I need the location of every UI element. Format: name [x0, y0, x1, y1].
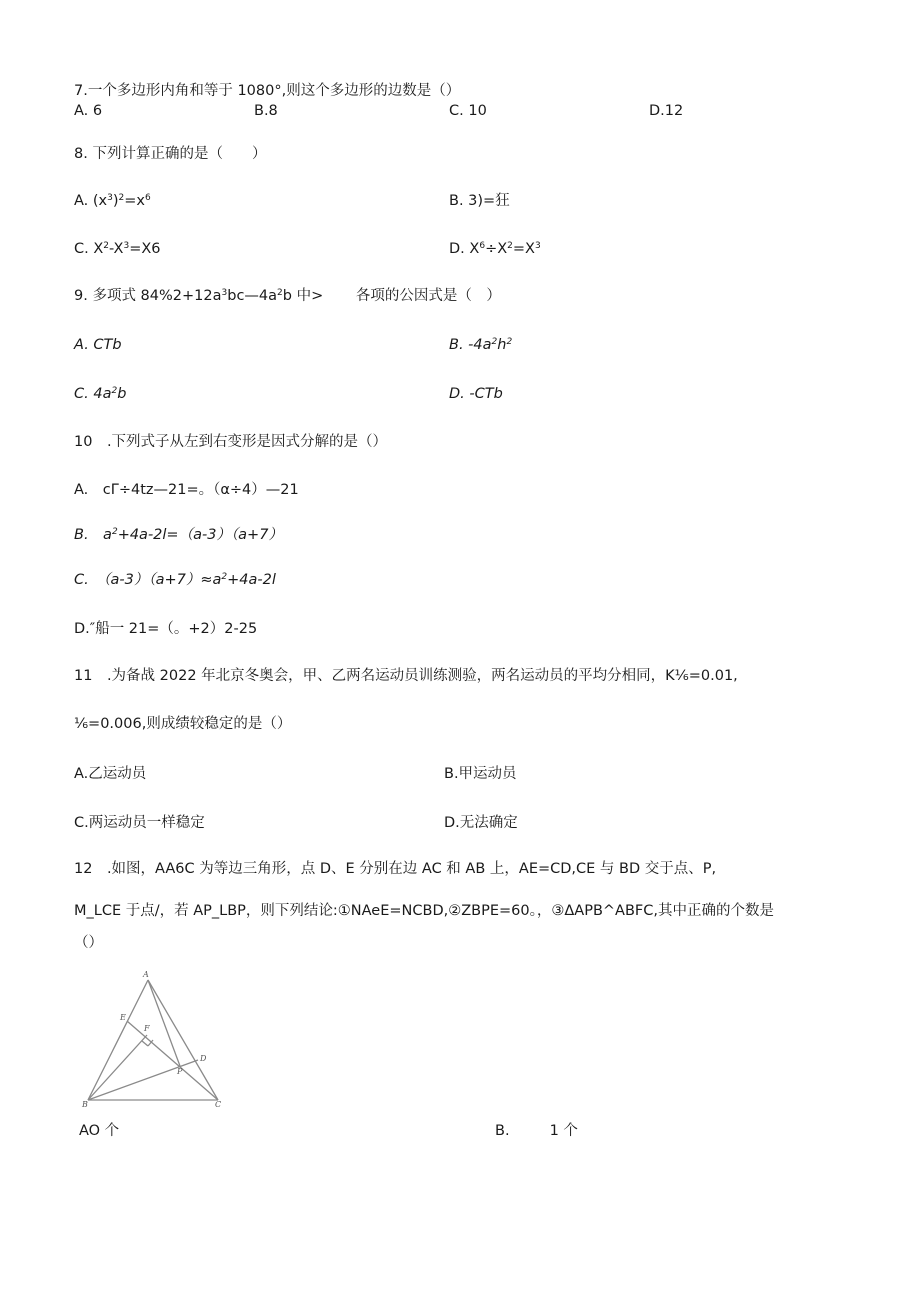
triangle-diagram [76, 966, 236, 1110]
exp: 3 [221, 288, 228, 298]
q9-b-text: B. -4a [449, 337, 492, 353]
q10-option-a[interactable]: A. cΓ÷4tz—21=。（α÷4）—21 [74, 482, 299, 498]
exp: 2 [111, 527, 118, 537]
q8-a-text: A. (x [74, 193, 108, 209]
exp: 2 [507, 241, 513, 251]
exp: 3 [123, 241, 130, 251]
q11-stem-line2: ⅙=0.006,则成绩较稳定的是（） [74, 716, 292, 732]
q10-option-b[interactable] [74, 526, 283, 544]
q9-c-text: C. 4a [74, 386, 112, 402]
q10-c-text: +4a-2l [227, 572, 276, 588]
q8-a-text: =x [124, 193, 145, 209]
q8-c-text: C. X [74, 241, 104, 257]
exp: 2 [118, 193, 125, 203]
q7-option-b[interactable]: B.8 [254, 103, 278, 119]
right-angle-mark [142, 1041, 148, 1046]
segment-bf [88, 1035, 147, 1100]
label-b: B [82, 1100, 88, 1109]
q10-b-text: +4a-2l=（a-3）（a+7） [117, 527, 283, 543]
q10-option-c[interactable] [74, 571, 276, 589]
exp: 3 [534, 241, 541, 251]
q12-stem-line3: （） [74, 935, 103, 951]
label-d: D [200, 1054, 207, 1063]
q8-option-d[interactable] [449, 240, 541, 258]
q8-option-a[interactable] [74, 192, 151, 210]
label-a: A [143, 970, 149, 979]
q9-option-b[interactable] [449, 336, 512, 354]
q9-stem-text: 各项的公因式是（ ） [355, 288, 501, 304]
q8-a-text: ) [112, 193, 119, 209]
exp: 2 [506, 337, 513, 347]
q7-option-d[interactable]: D.12 [649, 103, 684, 119]
q12-b-value: 1 个 [549, 1123, 578, 1139]
q9-stem [74, 287, 501, 305]
label-f: F [144, 1024, 150, 1033]
q9-option-a[interactable]: A. CTb [74, 337, 122, 353]
q11-option-d[interactable]: D.无法确定 [444, 815, 518, 831]
q11-stem-line1: 11 .为备战 2022 年北京冬奥会，甲、乙两名运动员训练测验，两名运动员的平均分相同，K⅙=0.01, [74, 668, 738, 684]
q9-option-c[interactable] [74, 385, 126, 403]
exp: 2 [491, 337, 498, 347]
q8-c-text: =X6 [129, 241, 161, 257]
exp: 6 [479, 241, 486, 251]
q8-c-text: -X [109, 241, 124, 257]
q8-d-text: =X [512, 241, 535, 257]
q8-option-b[interactable]: B. 3)=狂 [449, 193, 510, 209]
q11-option-c[interactable]: C.两运动员一样稳定 [74, 815, 205, 831]
q11-option-a[interactable]: A.乙运动员 [74, 766, 147, 782]
q8-d-text: ÷X [485, 241, 508, 257]
exp: 2 [103, 241, 110, 251]
segment-ac [148, 980, 218, 1100]
q8-d-text: D. X [449, 241, 480, 257]
q7-option-a[interactable]: A. 6 [74, 103, 103, 119]
label-p: P [177, 1067, 183, 1076]
q9-stem-text: 9. 多项式 84%2+12a [74, 288, 222, 304]
q8-stem: 8. 下列计算正确的是（ ） [74, 146, 267, 162]
q9-stem-text: b 中> [282, 288, 324, 304]
q9-b-text: h [497, 337, 507, 353]
label-c: C [215, 1100, 222, 1109]
q7-stem: 7.一个多边形内角和等于 1080°,则这个多边形的边数是（） [74, 83, 461, 99]
q11-option-b[interactable]: B.甲运动员 [444, 766, 517, 782]
q10-b-text: B. a [74, 527, 112, 543]
label-e: E [120, 1013, 126, 1022]
q12-option-a[interactable]: AO 个 [79, 1123, 120, 1139]
q12-option-b[interactable] [495, 1122, 578, 1140]
q9-option-d[interactable]: D. -CTb [449, 386, 503, 402]
exp: 6 [145, 193, 151, 203]
q12-stem-line2: M_LCE 于点/，若 AP_LBP，则下列结论:①NAeE=NCBD,②ZBPE=60。，③ΔAPB^ABFC,其中正确的个数是 [74, 903, 774, 919]
q9-c-text: b [117, 386, 127, 402]
q7-option-c[interactable]: C. 10 [449, 103, 487, 119]
exp: 3 [107, 193, 113, 203]
q12-stem-line1: 12 .如图，AA6C 为等边三角形，点 D、E 分别在边 AC 和 AB 上，AE=CD,CE 与 BD 交于点、P, [74, 861, 717, 877]
q9-stem-text: bc—4a [227, 288, 278, 304]
exp: 2 [221, 572, 228, 582]
q12-b-label: B. [495, 1123, 510, 1139]
exp: 2 [277, 288, 283, 298]
q10-c-text: C. （a-3）（a+7）≈a [74, 572, 222, 588]
q10-stem: 10 .下列式子从左到右变形是因式分解的是（） [74, 434, 388, 450]
q10-option-d[interactable]: D.″船一 21=（。+2）2-25 [74, 621, 258, 637]
exp: 2 [111, 386, 118, 396]
q8-option-c[interactable] [74, 240, 161, 258]
